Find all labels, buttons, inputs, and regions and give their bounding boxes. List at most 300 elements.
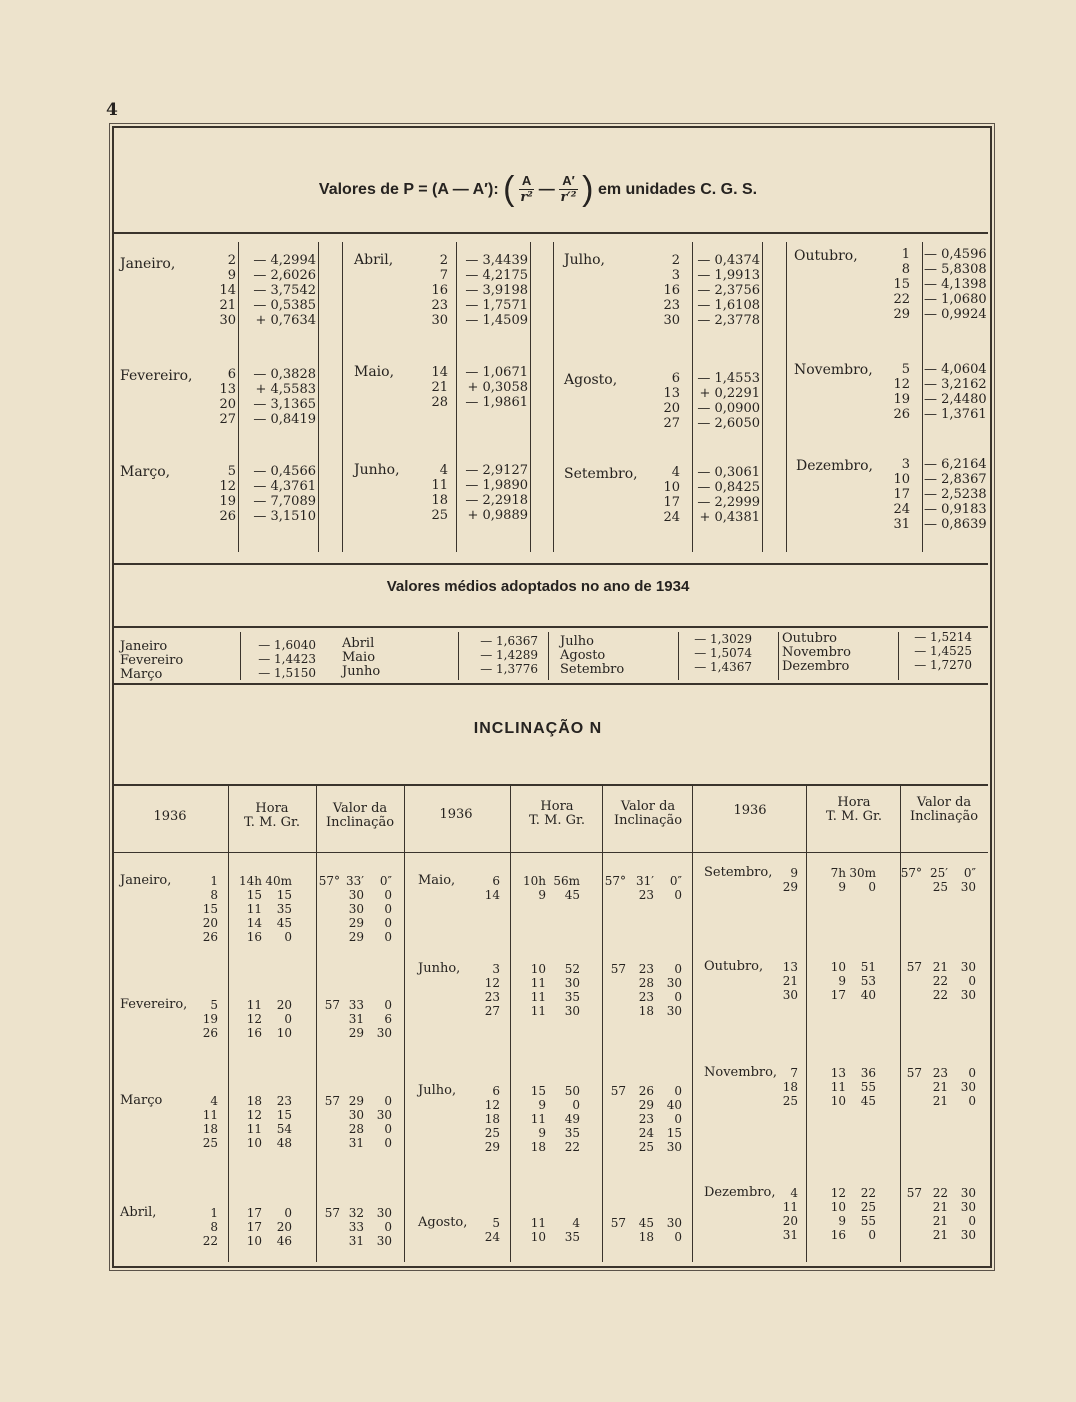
day-column: 6 13 20 27 <box>663 371 680 431</box>
cell: 31′ <box>636 874 654 888</box>
vrule-inc-5 <box>602 786 603 1262</box>
cell: 30 <box>960 880 976 894</box>
cell: 30 <box>376 1206 392 1220</box>
cell: 25 <box>202 1136 218 1150</box>
cell: 57 <box>324 1094 340 1108</box>
hour-column <box>518 874 546 902</box>
medios-labels-q4: Outubro Novembro Dezembro <box>782 631 851 674</box>
cell: 20 <box>782 1214 798 1228</box>
cell: 0 <box>384 1220 392 1234</box>
value-column: — 0,4374 — 1,9913 — 2,3756 — 1,6108 — 2,3778 <box>697 253 760 328</box>
value-column: — 6,2164 — 2,8367 — 2,5238 — 0,9183 — 0,8639 <box>924 457 987 532</box>
day-column <box>472 1216 500 1244</box>
hour-column <box>818 866 846 894</box>
cell: 9 <box>790 866 798 880</box>
day-column: 4 10 17 24 <box>663 465 680 525</box>
cell: 57 <box>610 1084 626 1098</box>
frac2-numerator: A′ <box>559 173 578 190</box>
cell: 30 <box>960 1186 976 1200</box>
month-label: Março, <box>120 464 171 480</box>
cell: 21 <box>932 1214 948 1228</box>
cell: 11 <box>530 976 546 990</box>
cell: 21 <box>932 1094 948 1108</box>
vrule-p-2 <box>318 242 319 552</box>
cell: 27 <box>484 1004 500 1018</box>
cell: 0 <box>868 1228 876 1242</box>
month-label: Maio, <box>418 873 456 888</box>
arcsec-column <box>654 1216 682 1244</box>
cell: 23 <box>638 962 654 976</box>
rule-incl-header <box>114 852 988 853</box>
rule-p-top <box>114 232 988 234</box>
cell: 29 <box>348 1094 364 1108</box>
vrule-p-5 <box>530 242 531 552</box>
arcsec-column <box>654 962 682 1018</box>
cell: 55 <box>860 1214 876 1228</box>
medios-labels-q3: Julho Agosto Setembro <box>560 634 625 677</box>
minute-column <box>848 1066 876 1108</box>
cell: 0 <box>674 990 682 1004</box>
day-column: 3 10 17 24 31 <box>893 457 910 532</box>
day-column <box>190 998 218 1040</box>
arcmin-column <box>920 1066 948 1108</box>
hour-column <box>234 874 262 944</box>
arcsec-column <box>654 874 682 902</box>
cell: 25 <box>932 880 948 894</box>
rule-medios-top <box>114 626 988 628</box>
day-column <box>190 1206 218 1248</box>
month-label: Agosto, <box>418 1215 468 1230</box>
cell: 28 <box>348 1122 364 1136</box>
month-label: Setembro, <box>564 466 638 482</box>
degree-column <box>598 962 626 1018</box>
cell <box>894 1080 922 1094</box>
frac2-denominator: r′² <box>560 190 577 205</box>
arcsec-column <box>364 998 392 1040</box>
header-hora-2: Hora T. M. Gr. <box>529 799 585 828</box>
cell: 6 <box>492 1084 500 1098</box>
arcsec-column <box>948 866 976 894</box>
header-year-3: 1936 <box>733 803 767 818</box>
month-label: Abril, <box>354 252 394 268</box>
cell: 57 <box>324 998 340 1012</box>
minus-sign: — <box>538 180 555 198</box>
month-label: Agosto, <box>564 372 618 388</box>
cell: 33 <box>348 998 364 1012</box>
cell: 4 <box>572 1216 580 1230</box>
cell: 30 <box>376 1026 392 1040</box>
cell: 36 <box>860 1066 876 1080</box>
vrule-p-9 <box>786 242 787 552</box>
month-label: Novembro, <box>794 362 873 378</box>
arcsec-column <box>948 960 976 1002</box>
cell: 9 <box>538 1098 546 1112</box>
cell: 20 <box>276 1220 292 1234</box>
cell: 9 <box>838 974 846 988</box>
vrule-med-5 <box>778 632 779 680</box>
cell: 10 <box>530 1230 546 1244</box>
day-column: 2 7 16 23 30 <box>431 253 448 328</box>
cell: 18 <box>638 1004 654 1018</box>
cell: 30 <box>782 988 798 1002</box>
cell: 12 <box>246 1108 262 1122</box>
cell: 33′ <box>346 874 364 888</box>
cell: 4 <box>210 1094 218 1108</box>
cell: 40 <box>666 1098 682 1112</box>
cell: 0 <box>674 1084 682 1098</box>
vrule-med-2 <box>458 632 459 680</box>
cell <box>894 880 922 894</box>
cell: 22 <box>860 1186 876 1200</box>
cell <box>894 1094 922 1108</box>
cell: 23 <box>484 990 500 1004</box>
vrule-med-4 <box>678 632 679 680</box>
month-label: Julho, <box>418 1083 457 1098</box>
cell <box>598 1126 626 1140</box>
cell: 16 <box>246 1026 262 1040</box>
hour-column <box>234 1206 262 1248</box>
cell: 22 <box>932 988 948 1002</box>
vrule-p-6 <box>553 242 554 552</box>
cell: 0 <box>868 880 876 894</box>
cell: 17 <box>830 988 846 1002</box>
medios-values-q4: — 1,5214 — 1,4525 — 1,7270 <box>914 630 972 672</box>
cell: 1 <box>210 1206 218 1220</box>
minute-column <box>552 962 580 1018</box>
cell: 8 <box>210 1220 218 1234</box>
cell: 57° <box>604 874 626 888</box>
cell: 30 <box>376 1108 392 1122</box>
cell: 3 <box>492 962 500 976</box>
arcmin-column <box>626 1084 654 1154</box>
cell: 15 <box>276 1108 292 1122</box>
cell: 55 <box>860 1080 876 1094</box>
cell <box>598 1140 626 1154</box>
cell: 21 <box>932 960 948 974</box>
cell: 18 <box>484 1112 500 1126</box>
value-column: — 4,2994 — 2,6026 — 3,7542 — 0,5385 + 0,7634 <box>253 253 316 328</box>
value-column: — 0,4596 — 5,8308 — 4,1398 — 1,0680 — 0,9924 <box>924 247 987 322</box>
page-number: 4 <box>106 100 118 120</box>
value-column: — 4,0604 — 3,2162 — 2,4480 — 1,3761 <box>924 362 987 422</box>
cell: 57 <box>906 1186 922 1200</box>
cell: 1 <box>210 874 218 888</box>
month-label: Outubro, <box>794 248 858 264</box>
cell: 0 <box>384 916 392 930</box>
header-valor-1: Valor da Inclinação <box>325 801 395 830</box>
cell: 20 <box>202 916 218 930</box>
cell <box>598 888 626 902</box>
cell: 24 <box>484 1230 500 1244</box>
paren-open: ( <box>503 170 515 208</box>
cell: 0 <box>968 1094 976 1108</box>
cell: 35 <box>276 902 292 916</box>
arcsec-column <box>364 874 392 944</box>
cell: 25 <box>484 1126 500 1140</box>
cell: 14 <box>484 888 500 902</box>
rule-incl-top <box>114 784 988 786</box>
cell: 16 <box>246 930 262 944</box>
cell: 30 <box>666 1004 682 1018</box>
cell: 31 <box>348 1012 364 1026</box>
arcmin-column <box>336 1206 364 1248</box>
cell: 11 <box>246 1122 262 1136</box>
cell: 22 <box>932 974 948 988</box>
value-column: — 2,9127 — 1,9890 — 2,2918 + 0,9889 <box>465 463 528 523</box>
cell: 11 <box>246 902 262 916</box>
cell: 12 <box>484 976 500 990</box>
month-label: Julho, <box>564 252 606 268</box>
cell: 22 <box>202 1234 218 1248</box>
header-hora-3: Hora T. M. Gr. <box>826 795 882 824</box>
cell: 11 <box>530 990 546 1004</box>
cell: 18 <box>530 1140 546 1154</box>
cell: 45 <box>860 1094 876 1108</box>
degree-column <box>894 866 922 894</box>
vrule-med-3 <box>548 632 549 680</box>
vrule-med-1 <box>240 632 241 680</box>
hour-column <box>518 1084 546 1154</box>
vrule-med-6 <box>898 632 899 680</box>
value-column: — 1,4553 + 0,2291 — 0,0900 — 2,6050 <box>697 371 760 431</box>
cell: 0 <box>384 998 392 1012</box>
day-column <box>472 1084 500 1154</box>
minute-column <box>552 1084 580 1154</box>
cell: 46 <box>276 1234 292 1248</box>
cell: 13 <box>782 960 798 974</box>
hour-column <box>818 1066 846 1108</box>
minute-column <box>552 874 580 902</box>
medios-labels-q1: Janeiro Fevereiro Março <box>120 639 184 682</box>
arcmin-column <box>626 962 654 1018</box>
cell: 17 <box>246 1220 262 1234</box>
cell: 50 <box>564 1084 580 1098</box>
arcmin-column <box>336 1094 364 1150</box>
cell: 9 <box>538 888 546 902</box>
cell: 0 <box>674 1230 682 1244</box>
month-label: Outubro, <box>704 959 764 974</box>
value-column: — 0,3828 + 4,5583 — 3,1365 — 0,8419 <box>253 367 316 427</box>
day-column: 14 21 28 <box>431 365 448 410</box>
cell <box>894 974 922 988</box>
day-column <box>472 962 500 1018</box>
cell: 24 <box>638 1126 654 1140</box>
cell: 30 <box>564 1004 580 1018</box>
day-column <box>770 866 798 894</box>
cell: 0 <box>674 962 682 976</box>
cell <box>598 1098 626 1112</box>
cell: 30 <box>960 1080 976 1094</box>
cell: 20 <box>276 998 292 1012</box>
cell: 0 <box>968 974 976 988</box>
cell: 29 <box>348 916 364 930</box>
cell: 14h <box>239 874 262 888</box>
cell: 12 <box>484 1098 500 1112</box>
cell: 29 <box>782 880 798 894</box>
cell: 57 <box>610 962 626 976</box>
cell <box>598 990 626 1004</box>
vrule-p-4 <box>456 242 457 552</box>
cell: 30 <box>376 1234 392 1248</box>
hour-column <box>234 998 262 1040</box>
cell: 0 <box>384 930 392 944</box>
cell: 30 <box>666 1216 682 1230</box>
cell: 4 <box>790 1186 798 1200</box>
month-label: Dezembro, <box>704 1185 776 1200</box>
p-section-title <box>0 170 1076 209</box>
cell: 10 <box>830 960 846 974</box>
cell: 0 <box>674 888 682 902</box>
cell: 9 <box>538 1126 546 1140</box>
cell: 22 <box>564 1140 580 1154</box>
day-column <box>190 874 218 944</box>
cell: 22 <box>932 1186 948 1200</box>
minute-column <box>264 998 292 1040</box>
cell: 30 <box>348 888 364 902</box>
month-label: Janeiro, <box>120 873 172 888</box>
cell: 18 <box>246 1094 262 1108</box>
degree-column <box>894 1186 922 1242</box>
minute-column <box>552 1216 580 1244</box>
cell: 45 <box>564 888 580 902</box>
cell: 23 <box>638 1112 654 1126</box>
cell: 0 <box>284 1012 292 1026</box>
cell: 15 <box>530 1084 546 1098</box>
month-label: Setembro, <box>704 865 773 880</box>
cell: 0 <box>384 1122 392 1136</box>
cell: 29 <box>348 930 364 944</box>
cell: 35 <box>564 990 580 1004</box>
title-prefix: Valores de P = (A — A′): <box>318 180 499 198</box>
cell <box>598 1112 626 1126</box>
value-column: — 3,4439 — 4,2175 — 3,9198 — 1,7571 — 1,4509 <box>465 253 528 328</box>
arcsec-column <box>948 1186 976 1242</box>
day-column <box>472 874 500 902</box>
cell: 18 <box>202 1122 218 1136</box>
medios-values-q3: — 1,3029 — 1,5074 — 1,4367 <box>694 632 752 674</box>
cell: 11 <box>246 998 262 1012</box>
cell: 23 <box>932 1066 948 1080</box>
cell: 57 <box>324 1206 340 1220</box>
header-valor-3: Valor da Inclinação <box>909 795 979 824</box>
medios-labels-q2: Abril Maio Junho <box>342 636 381 679</box>
cell: 40m <box>265 874 292 888</box>
hour-column <box>518 1216 546 1244</box>
hour-column <box>518 962 546 1018</box>
cell: 11 <box>202 1108 218 1122</box>
vrule-p-8 <box>762 242 763 552</box>
cell: 5 <box>210 998 218 1012</box>
minute-column <box>264 1206 292 1248</box>
cell: 10 <box>830 1200 846 1214</box>
cell <box>894 1228 922 1242</box>
arcmin-column <box>920 866 948 894</box>
cell: 11 <box>530 1216 546 1230</box>
day-column: 5 12 19 26 <box>893 362 910 422</box>
month-label: Fevereiro, <box>120 997 188 1012</box>
cell: 10 <box>830 1094 846 1108</box>
cell: 57 <box>610 1216 626 1230</box>
cell: 51 <box>860 960 876 974</box>
minute-column <box>848 960 876 1002</box>
cell: 0 <box>572 1098 580 1112</box>
arcsec-column <box>948 1066 976 1108</box>
cell: 0″ <box>669 874 682 888</box>
cell: 30m <box>849 866 876 880</box>
day-column: 2 9 14 21 30 <box>219 253 236 328</box>
vrule-p-10 <box>922 242 923 552</box>
arcmin-column <box>336 874 364 944</box>
cell: 56m <box>553 874 580 888</box>
cell: 10 <box>246 1234 262 1248</box>
cell <box>598 1004 626 1018</box>
cell: 57 <box>906 1066 922 1080</box>
cell: 11 <box>782 1200 798 1214</box>
cell: 16 <box>830 1228 846 1242</box>
day-column: 1 8 15 22 29 <box>893 247 910 322</box>
cell: 21 <box>932 1228 948 1242</box>
day-column <box>770 960 798 1002</box>
cell: 21 <box>932 1080 948 1094</box>
degree-column <box>598 1084 626 1154</box>
arcmin-column <box>920 1186 948 1242</box>
cell: 14 <box>246 916 262 930</box>
cell: 25′ <box>930 866 948 880</box>
medios-title: Valores médios adoptados no ano de 1934 <box>386 578 690 595</box>
month-label: Março <box>120 1093 163 1108</box>
cell <box>894 1214 922 1228</box>
cell: 11 <box>530 1004 546 1018</box>
cell: 35 <box>564 1126 580 1140</box>
arcsec-column <box>364 1094 392 1150</box>
cell: 19 <box>202 1012 218 1026</box>
cell: 53 <box>860 974 876 988</box>
hour-column <box>818 960 846 1002</box>
cell: 0 <box>384 1094 392 1108</box>
cell: 7h <box>830 866 846 880</box>
medios-values-q2: — 1,6367 — 1,4289 — 1,3776 <box>480 634 538 676</box>
cell: 6 <box>492 874 500 888</box>
cell: 15 <box>202 902 218 916</box>
header-hora-1: Hora T. M. Gr. <box>244 801 300 830</box>
cell: 0 <box>674 1112 682 1126</box>
hour-column <box>234 1094 262 1150</box>
hour-column <box>818 1186 846 1242</box>
value-column: — 0,4566 — 4,3761 — 7,7089 — 3,1510 <box>253 464 316 524</box>
day-column <box>770 1186 798 1242</box>
cell: 45 <box>638 1216 654 1230</box>
cell: 18 <box>638 1230 654 1244</box>
vrule-p-1 <box>238 242 239 552</box>
degree-column <box>598 1216 626 1244</box>
arcmin-column <box>920 960 948 1002</box>
degree-column <box>894 960 922 1002</box>
cell: 10h <box>523 874 546 888</box>
inclinacao-title: INCLINAÇÃO N <box>473 720 603 737</box>
cell: 21 <box>932 1200 948 1214</box>
month-label: Junho, <box>354 462 400 478</box>
cell: 45 <box>276 916 292 930</box>
month-label: Fevereiro, <box>120 368 193 384</box>
cell: 15 <box>666 1126 682 1140</box>
cell: 9 <box>838 880 846 894</box>
cell: 10 <box>530 962 546 976</box>
cell: 18 <box>782 1080 798 1094</box>
cell: 30 <box>960 960 976 974</box>
cell: 30 <box>666 1140 682 1154</box>
cell: 0 <box>968 1214 976 1228</box>
cell <box>894 1200 922 1214</box>
